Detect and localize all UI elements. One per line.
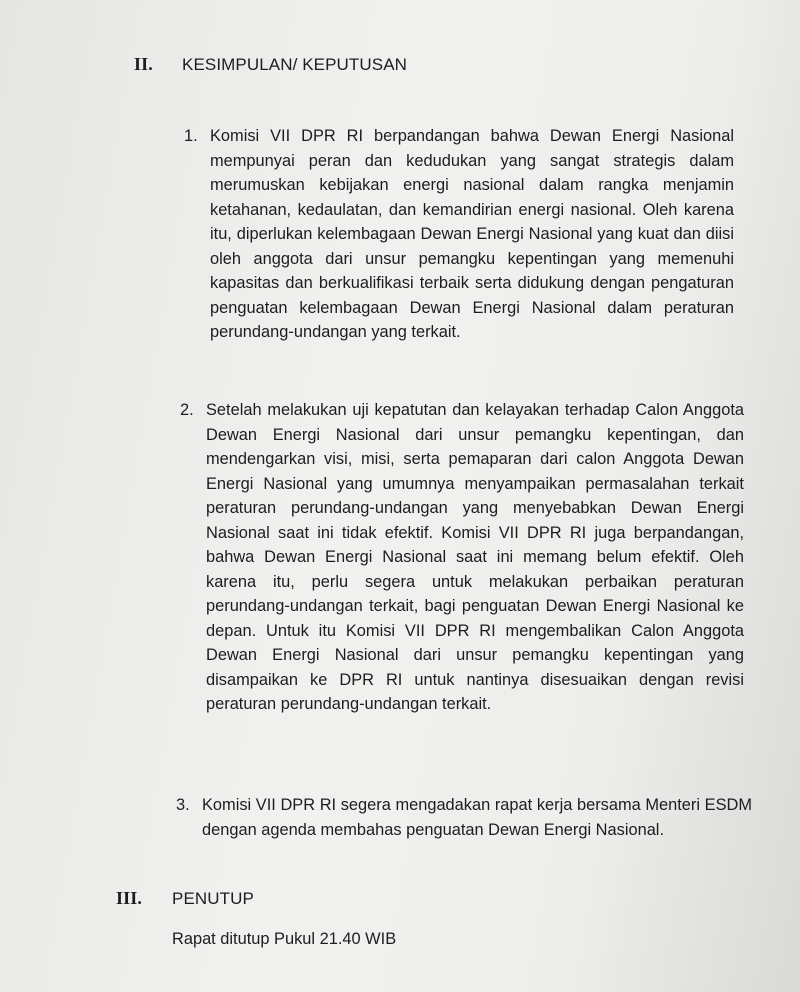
- section-heading-closing: [116, 888, 254, 909]
- list-item-text: Komisi VII DPR RI segera mengadakan rapat kerja bersama Menteri ESDM dengan agenda membahas penguatan Dewan Energi Nasional.: [202, 796, 752, 839]
- list-item-number: 3.: [176, 796, 190, 814]
- list-item: [180, 398, 744, 717]
- section-number: II.: [134, 54, 153, 74]
- section-number: III.: [116, 888, 142, 908]
- list-item: [176, 793, 752, 842]
- section-heading-conclusions: [134, 54, 407, 75]
- list-item: [184, 124, 734, 345]
- closing-statement: Rapat ditutup Pukul 21.40 WIB: [172, 930, 397, 948]
- list-item-number: 1.: [184, 127, 198, 145]
- section-title: KESIMPULAN/ KEPUTUSAN: [182, 55, 408, 74]
- list-item-number: 2.: [180, 401, 194, 419]
- list-item-text: Setelah melakukan uji kepatutan dan kelayakan terhadap Calon Anggota Dewan Energi Nasional dari unsur pemangku kepentingan, dan mendengarkan visi, misi, serta pemaparan dari calon Anggota Dewan Energi Nasional yang umumnya menyampaikan permasalahan terkait peraturan perundang-undangan yang menyebabkan Dewan Energi Nasional saat ini tidak efektif. Komisi VII DPR RI juga berpandangan, bahwa Dewan Energi Nasional saat ini memang belum efektif. Oleh karena itu, perlu segera untuk melakukan perbaikan peraturan perundang-undangan terkait, bagi penguatan Dewan Energi Nasional ke depan. Untuk itu Komisi VII DPR RI mengembalikan Calon Anggota Dewan Energi Nasional dari unsur pemangku kepentingan yang disampaikan ke DPR RI untuk nantinya disesuaikan dengan revisi peraturan perundang-undangan terkait.: [206, 401, 744, 713]
- list-item-text: Komisi VII DPR RI berpandangan bahwa Dewan Energi Nasional mempunyai peran dan kedudukan yang sangat strategis dalam merumuskan kebijakan energi nasional dalam rangka menjamin ketahanan, kedaulatan, dan kemandirian energi nasional. Oleh karena itu, diperlukan kelembagaan Dewan Energi Nasional yang kuat dan diisi oleh anggota dari unsur pemangku kepentingan yang memenuhi kapasitas dan berkualifikasi terbaik serta didukung dengan pengaturan penguatan kelembagaan Dewan Energi Nasional dalam peraturan perundang-undangan yang terkait.: [210, 127, 734, 341]
- section-title: PENUTUP: [172, 889, 254, 908]
